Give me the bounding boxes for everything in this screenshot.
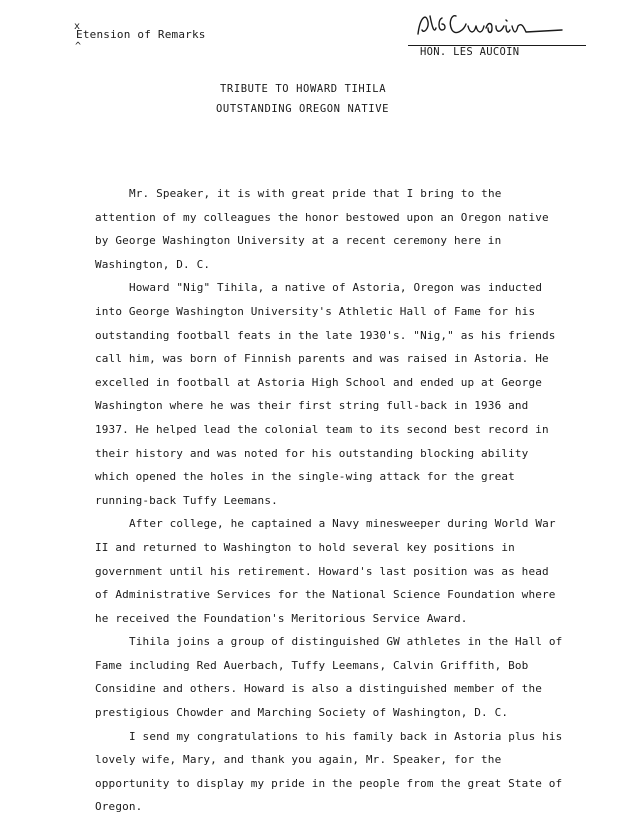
paragraph: Howard "Nig" Tihila, a native of Astoria, Oregon was inducted into George Washington University's Athletic Hall of Fame for his outstanding football feats in the late 1930's. "Nig," as his friends call him, was born of Finnish parents and was raised in Astoria. He excelled in football at Astoria High School and ended up at George Washington where he was their first string full-back in 1936 and 1937. He helped lead the colonial team to its second best record in their history and was noted for his outstanding blocking ability which opened the holes in the single-wing attack for the great running-back Tuffy Leemans. bbox=[95, 281, 556, 507]
paragraph: Tihila joins a group of distinguished GW athletes in the Hall of Fame including Red Auerbach, Tuffy Leemans, Calvin Griffith, Bob Considine and others. Howard is also a distinguished member of the prestigious Chowder and Marching Society of Washington, D. C. bbox=[95, 635, 563, 720]
paragraph: Mr. Speaker, it is with great pride that I bring to the attention of my colleagues the honor bestowed upon an Oregon native by George Washington University at a recent ceremony here in Washington, D. C. bbox=[95, 187, 549, 271]
section-label: Etension of Remarks bbox=[76, 28, 206, 41]
document-body bbox=[95, 182, 565, 819]
title-line-2: OUTSTANDING OREGON NATIVE bbox=[216, 103, 390, 115]
handwritten-signature bbox=[412, 8, 582, 42]
paragraph: I send my congratulations to his family back in Astoria plus his lovely wife, Mary, and thank you again, Mr. Speaker, for the opportunity to display my pride in the people from the great State of Oregon. bbox=[95, 729, 563, 814]
title-line-1: TRIBUTE TO HOWARD TIHILA bbox=[220, 83, 387, 95]
insertion-mark: x bbox=[74, 21, 81, 32]
member-name: HON. LES AUCOIN bbox=[420, 46, 520, 58]
insertion-caret-mark: ^ bbox=[75, 41, 82, 52]
paragraph: After college, he captained a Navy minesweeper during World War II and returned to Washington to hold several key positions in government until his retirement. Howard's last position was as head of Administrative Services for the National Science Foundation where he received the Foundation's Meritorious Service Award. bbox=[95, 517, 556, 625]
